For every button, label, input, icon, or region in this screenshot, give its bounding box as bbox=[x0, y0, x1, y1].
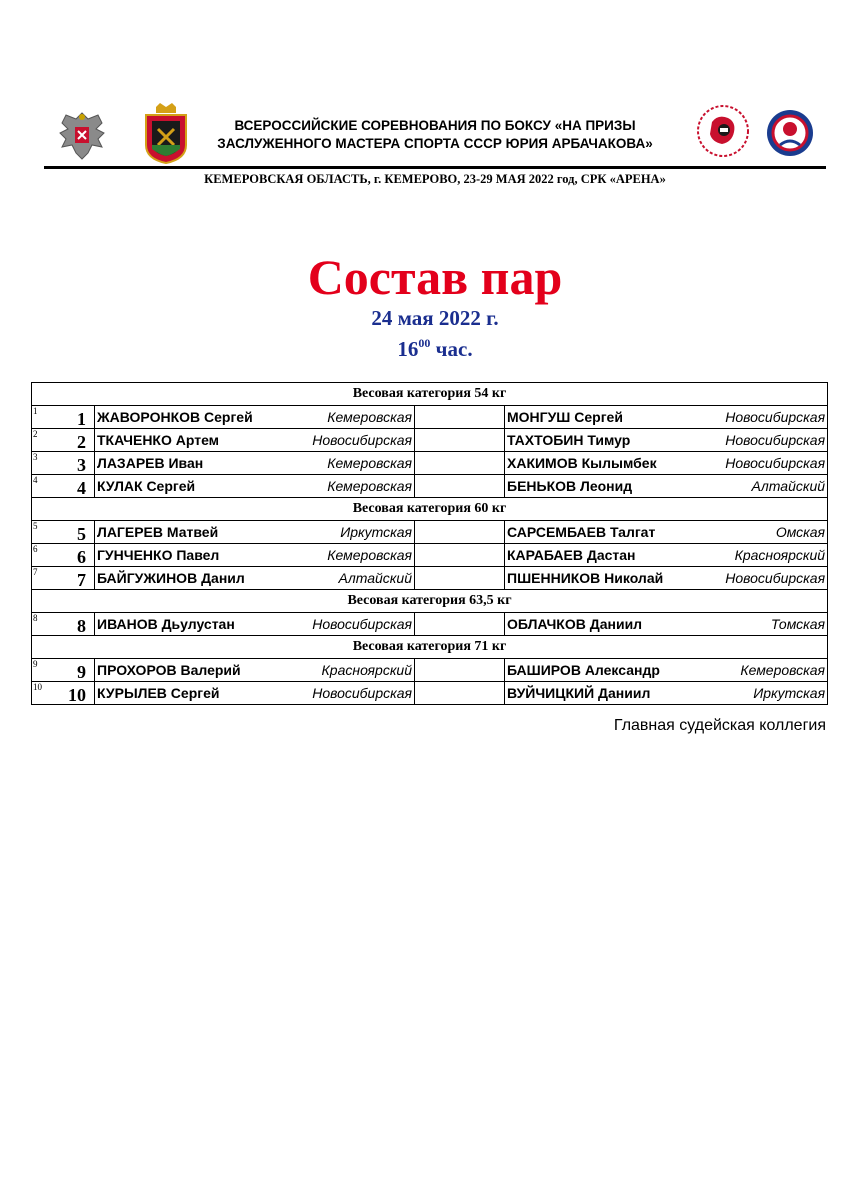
red-corner-region: Красноярский bbox=[321, 662, 412, 678]
blue-corner-name: МОНГУШ Сергей bbox=[507, 409, 623, 425]
red-corner-region: Новосибирская bbox=[312, 685, 412, 701]
bout-number: 10 bbox=[68, 685, 86, 705]
blue-corner-cell bbox=[505, 406, 828, 429]
blue-corner-cell bbox=[505, 659, 828, 682]
red-corner-name: ЖАВОРОНКОВ Сергей bbox=[97, 409, 253, 425]
bout-number: 1 bbox=[77, 409, 86, 429]
red-corner-cell bbox=[95, 521, 415, 544]
bout-row bbox=[32, 544, 828, 567]
bout-row bbox=[32, 659, 828, 682]
bout-number-cell bbox=[32, 406, 95, 429]
red-corner-name: ПРОХОРОВ Валерий bbox=[97, 662, 241, 678]
red-corner-cell bbox=[95, 429, 415, 452]
weight-category-row bbox=[32, 498, 828, 521]
bout-index: 8 bbox=[33, 613, 38, 623]
red-corner-cell bbox=[95, 544, 415, 567]
blue-corner-cell bbox=[505, 544, 828, 567]
blue-corner-name: БАШИРОВ Александр bbox=[507, 662, 660, 678]
blue-corner-region: Новосибирская bbox=[725, 409, 826, 425]
blue-corner-name: ХАКИМОВ Кылымбек bbox=[507, 455, 657, 471]
red-corner-cell bbox=[95, 475, 415, 498]
bout-number-cell bbox=[32, 475, 95, 498]
blue-corner-cell bbox=[505, 521, 828, 544]
bout-index: 6 bbox=[33, 544, 38, 554]
bout-row bbox=[32, 613, 828, 636]
result-cell bbox=[415, 613, 505, 636]
red-corner-cell bbox=[95, 613, 415, 636]
boxing-club-logo-icon bbox=[696, 104, 750, 158]
red-corner-name: ТКАЧЕНКО Артем bbox=[97, 432, 220, 448]
bout-number: 2 bbox=[77, 432, 86, 452]
red-corner-name: КУРЫЛЕВ Сергей bbox=[97, 685, 220, 701]
bout-index: 9 bbox=[33, 659, 38, 669]
bout-number-cell bbox=[32, 659, 95, 682]
red-corner-region: Кемеровская bbox=[327, 409, 412, 425]
red-corner-name: КУЛАК Сергей bbox=[97, 478, 196, 494]
bout-index: 5 bbox=[33, 521, 38, 531]
red-corner-cell bbox=[95, 452, 415, 475]
result-cell bbox=[415, 475, 505, 498]
weight-category-label: Весовая категория 63,5 кг bbox=[32, 590, 828, 613]
blue-corner-name: КАРАБАЕВ Дастан bbox=[507, 547, 636, 563]
red-corner-region: Новосибирская bbox=[312, 616, 412, 632]
blue-corner-region: Кемеровская bbox=[740, 662, 826, 678]
red-corner-region: Кемеровская bbox=[327, 455, 412, 471]
bout-index: 4 bbox=[33, 475, 38, 485]
weight-category-row bbox=[32, 636, 828, 659]
red-corner-name: БАЙГУЖИНОВ Данил bbox=[97, 570, 245, 586]
blue-corner-cell bbox=[505, 475, 828, 498]
bout-row bbox=[32, 475, 828, 498]
bout-number-cell bbox=[32, 567, 95, 590]
bout-number: 4 bbox=[77, 478, 86, 498]
bout-number-cell bbox=[32, 613, 95, 636]
bout-index: 7 bbox=[33, 567, 38, 577]
red-corner-cell bbox=[95, 406, 415, 429]
blue-corner-region: Иркутская bbox=[753, 685, 826, 701]
red-corner-name: ЛАГЕРЕВ Матвей bbox=[97, 524, 219, 540]
blue-corner-region: Новосибирская bbox=[725, 455, 826, 471]
bout-number: 3 bbox=[77, 455, 86, 475]
bout-row bbox=[32, 567, 828, 590]
bout-number: 9 bbox=[77, 662, 86, 682]
bout-row bbox=[32, 682, 828, 705]
weight-category-label: Весовая категория 71 кг bbox=[32, 636, 828, 659]
event-title-line-2: ЗАСЛУЖЕННОГО МАСТЕРА СПОРТА СССР ЮРИЯ АРБАЧАКОВА» bbox=[217, 136, 653, 151]
blue-corner-cell bbox=[505, 682, 828, 705]
blue-corner-name: ПШЕННИКОВ Николай bbox=[507, 570, 664, 586]
blue-corner-cell bbox=[505, 452, 828, 475]
bout-number: 6 bbox=[77, 547, 86, 567]
weight-category-label: Весовая категория 60 кг bbox=[32, 498, 828, 521]
event-title bbox=[200, 117, 670, 153]
red-corner-region: Алтайский bbox=[338, 570, 412, 586]
result-cell bbox=[415, 682, 505, 705]
event-title-line-1: ВСЕРОССИЙСКИЕ СОРЕВНОВАНИЯ ПО БОКСУ «НА ПРИЗЫ bbox=[234, 118, 636, 133]
bout-number: 7 bbox=[77, 570, 86, 590]
bout-row bbox=[32, 429, 828, 452]
blue-corner-cell bbox=[505, 429, 828, 452]
blue-corner-region: Омская bbox=[775, 524, 826, 540]
page-title: Состав пар bbox=[307, 249, 563, 305]
red-corner-region: Иркутская bbox=[340, 524, 412, 540]
bout-index: 2 bbox=[33, 429, 38, 439]
red-corner-region: Новосибирская bbox=[312, 432, 412, 448]
weight-category-row bbox=[32, 383, 828, 406]
red-corner-name: ИВАНОВ Дьулустан bbox=[97, 616, 235, 632]
bout-index: 10 bbox=[33, 682, 42, 692]
russia-emblem-icon bbox=[56, 109, 108, 163]
red-corner-name: ГУНЧЕНКО Павел bbox=[97, 547, 220, 563]
bout-number: 5 bbox=[77, 524, 86, 544]
blue-corner-name: ВУЙЧИЦКИЙ Даниил bbox=[507, 685, 651, 701]
red-corner-region: Кемеровская bbox=[327, 547, 412, 563]
result-cell bbox=[415, 452, 505, 475]
bout-time-hour: 16 bbox=[397, 337, 419, 361]
header-divider bbox=[44, 166, 826, 169]
result-cell bbox=[415, 659, 505, 682]
blue-corner-region: Новосибирская bbox=[725, 432, 826, 448]
blue-corner-region: Томская bbox=[770, 616, 826, 632]
result-cell bbox=[415, 521, 505, 544]
weight-category-label: Весовая категория 54 кг bbox=[32, 383, 828, 406]
bout-number-cell bbox=[32, 544, 95, 567]
blue-corner-region: Красноярский bbox=[734, 547, 826, 563]
blue-corner-cell bbox=[505, 613, 828, 636]
bout-number-cell bbox=[32, 682, 95, 705]
bout-number-cell bbox=[32, 452, 95, 475]
boxing-federation-logo-icon bbox=[766, 109, 814, 157]
red-corner-cell bbox=[95, 682, 415, 705]
red-corner-cell bbox=[95, 567, 415, 590]
bout-row bbox=[32, 521, 828, 544]
bout-index: 1 bbox=[33, 406, 38, 416]
result-cell bbox=[415, 429, 505, 452]
bout-index: 3 bbox=[33, 452, 38, 462]
bout-row bbox=[32, 452, 828, 475]
bouts-table bbox=[31, 382, 828, 705]
blue-corner-cell bbox=[505, 567, 828, 590]
event-location: КЕМЕРОВСКАЯ ОБЛАСТЬ, г. КЕМЕРОВО, 23-29 МАЯ 2022 год, СРК «АРЕНА» bbox=[204, 172, 666, 186]
blue-corner-name: БЕНЬКОВ Леонид bbox=[507, 478, 633, 494]
bout-date: 24 мая 2022 г. bbox=[371, 306, 499, 330]
red-corner-region: Кемеровская bbox=[327, 478, 412, 494]
blue-corner-name: САРСЕМБАЕВ Талгат bbox=[507, 524, 656, 540]
bout-number-cell bbox=[32, 521, 95, 544]
bout-time bbox=[0, 330, 848, 362]
bout-number-cell bbox=[32, 429, 95, 452]
bout-time-minutes: 00 bbox=[418, 336, 431, 350]
judges-signature: Главная судейская коллегия bbox=[613, 717, 826, 734]
result-cell bbox=[415, 567, 505, 590]
red-corner-name: ЛАЗАРЕВ Иван bbox=[97, 455, 204, 471]
blue-corner-region: Алтайский bbox=[751, 478, 826, 494]
blue-corner-name: ТАХТОБИН Тимур bbox=[507, 432, 631, 448]
red-corner-cell bbox=[95, 659, 415, 682]
bout-number: 8 bbox=[77, 616, 86, 636]
weight-category-row bbox=[32, 590, 828, 613]
blue-corner-name: ОБЛАЧКОВ Даниил bbox=[507, 616, 643, 632]
bout-time-suffix: час. bbox=[430, 337, 473, 361]
result-cell bbox=[415, 544, 505, 567]
blue-corner-region: Новосибирская bbox=[725, 570, 826, 586]
kemerovo-emblem-icon bbox=[142, 101, 190, 165]
result-cell bbox=[415, 406, 505, 429]
bout-row bbox=[32, 406, 828, 429]
